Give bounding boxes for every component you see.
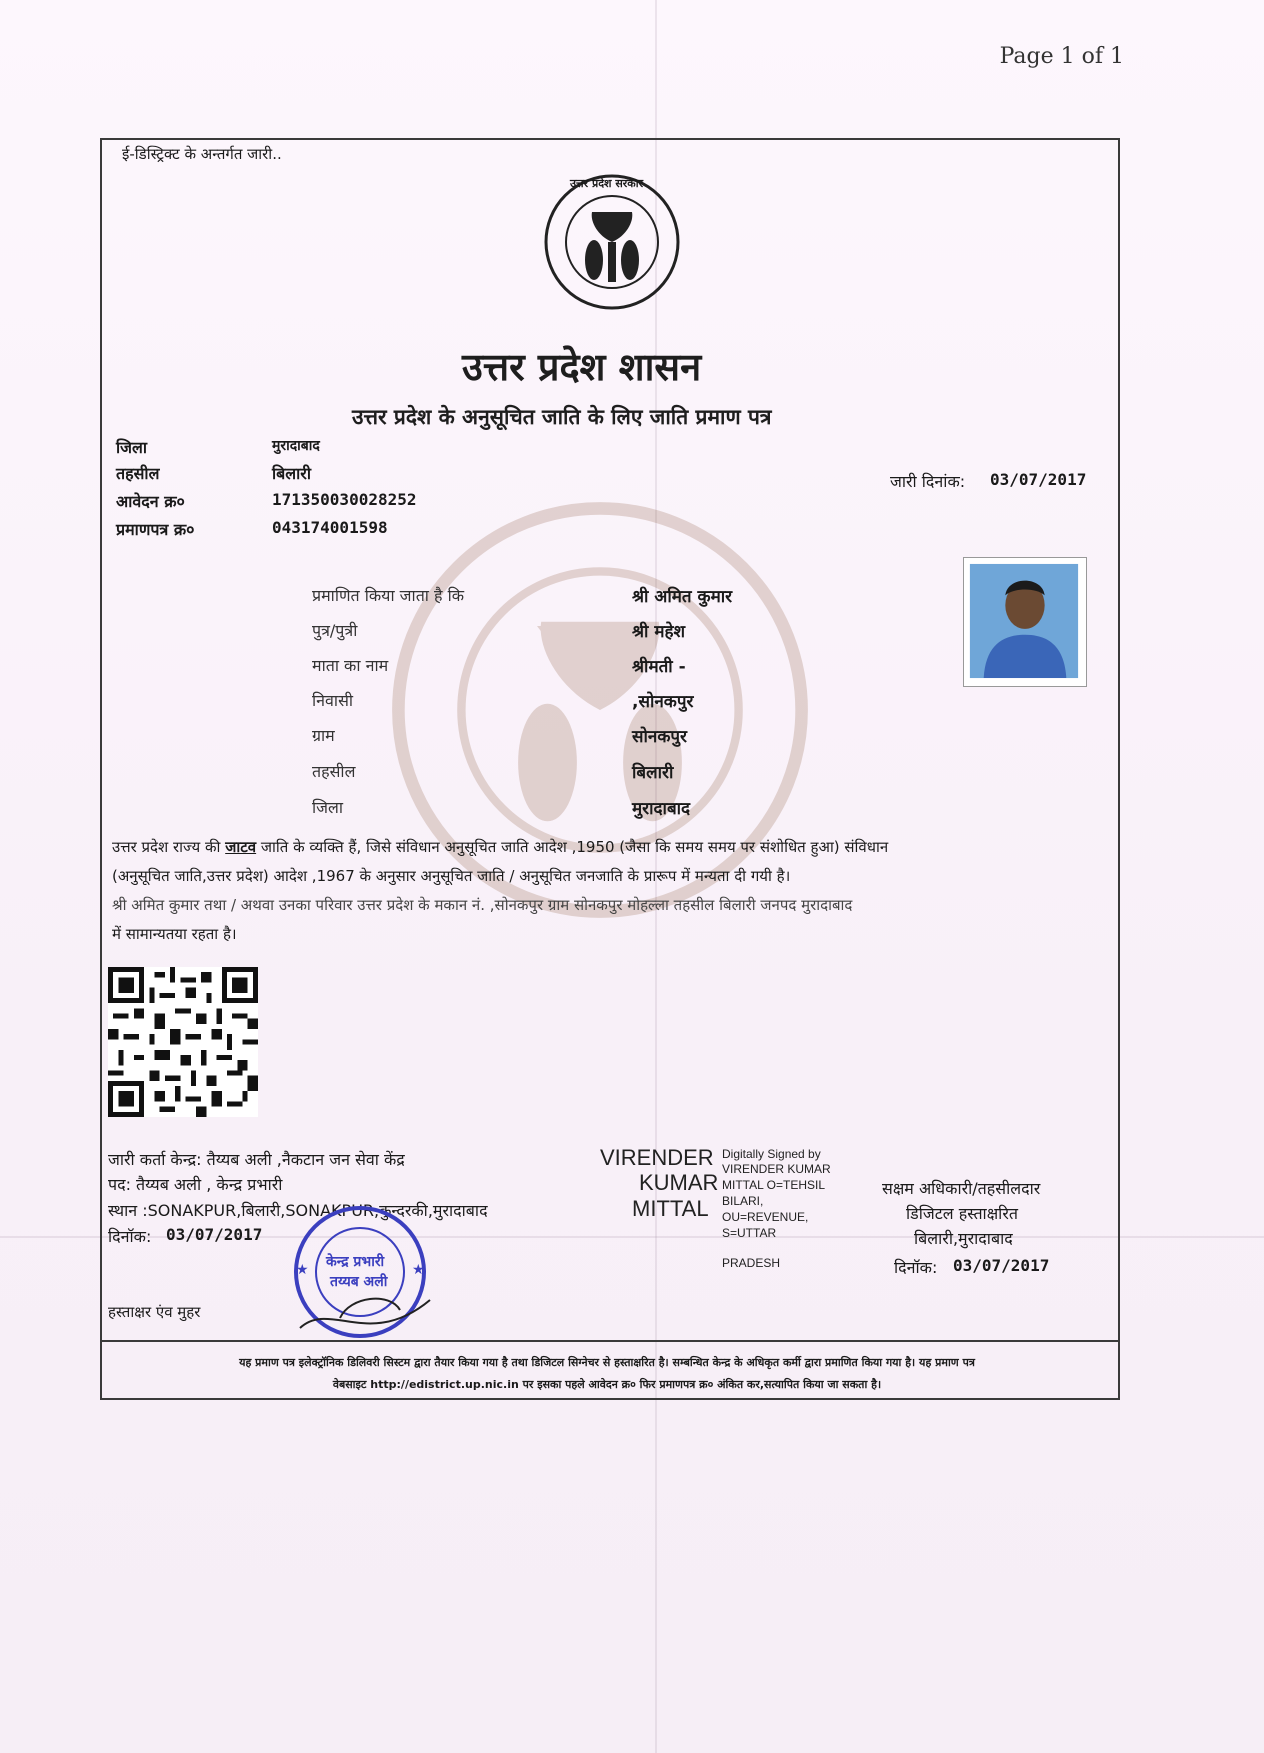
authority-signed-note: डिजिटल हस्ताक्षरित	[906, 1204, 1018, 1223]
issuer-place: स्थान :SONAKPUR,बिलारी,SONAKPUR,कुन्दरकी,मुरादाबाद	[108, 1201, 488, 1220]
body-text: (अनुसूचित जाति,उत्तर प्रदेश) आदेश ,1967 के अनुसार अनुसूचित जाति / अनुसूचित जनजाति के प्रारूप में मन्यता दी गयी है।	[112, 867, 791, 885]
signer-name-line: VIRENDER	[600, 1145, 714, 1170]
application-number-label: आवेदन क्र०	[116, 492, 185, 511]
certificate-number-value: 043174001598	[272, 518, 388, 537]
body-text: उत्तर प्रदेश राज्य की	[112, 838, 226, 856]
issue-date-label: जारी दिनांक:	[890, 472, 966, 491]
detail-value-name: श्री अमित कुमार	[632, 587, 733, 607]
detail-label: तहसील	[312, 762, 356, 781]
detail-value-mother: श्रीमती -	[632, 657, 686, 677]
authority-location: बिलारी,मुरादाबाद	[914, 1229, 1013, 1248]
certificate-number-label: प्रमाणपत्र क्र०	[116, 520, 195, 539]
footer-note: वेबसाइट http://edistrict.up.nic.in पर इसका पहले आवेदन क्र० फिर प्रमाणपत्र क्र० अंकित कर,सत्यापित किया जा सकता है।	[332, 1378, 882, 1391]
detail-label: निवासी	[312, 691, 354, 710]
detail-value-father: श्री महेश	[632, 622, 686, 642]
signature-detail: OU=REVENUE,	[722, 1210, 809, 1224]
body-text: में सामान्यतया रहता है।	[112, 925, 237, 943]
authority-date-value: 03/07/2017	[953, 1256, 1050, 1275]
signature-detail: MITTAL O=TEHSIL	[722, 1178, 826, 1192]
detail-value-village: सोनकपुर	[632, 727, 687, 747]
signature-detail: Digitally Signed by	[722, 1147, 821, 1161]
detail-label: ग्राम	[312, 726, 335, 745]
certificate-body	[112, 833, 1112, 949]
issue-date-value: 03/07/2017	[990, 470, 1087, 489]
detail-label: प्रमाणित किया जाता है कि	[312, 586, 465, 605]
caste-name: जाटव	[225, 838, 257, 856]
verification-qr-code	[108, 967, 258, 1117]
stamp-line: केन्द्र प्रभारी	[326, 1254, 385, 1270]
signature-detail: VIRENDER KUMAR	[722, 1162, 831, 1176]
svg-text:★: ★	[412, 1262, 425, 1278]
authority-date-label: दिनॉक:	[894, 1258, 938, 1277]
tehsil-label: तहसील	[116, 464, 160, 483]
stamp-line: तय्यब अली	[330, 1274, 388, 1290]
body-text: श्री अमित कुमार तथा / अथवा उनका परिवार उत्तर प्रदेश के मकान नं. ,सोनकपुर ग्राम सोनकपुर मोहल्ला तहसील बिलारी जनपद मुरादाबाद	[112, 896, 853, 914]
page-number: Page 1 of 1	[999, 44, 1124, 69]
issuing-center: जारी कर्ता केन्द्र: तैय्यब अली ,नैकटान जन सेवा केंद्र	[108, 1150, 405, 1169]
signature-detail: PRADESH	[722, 1256, 781, 1270]
issuer-post: पद: तैय्यब अली , केन्द्र प्रभारी	[108, 1175, 283, 1194]
detail-label: जिला	[312, 798, 344, 817]
certificate-subtitle: उत्तर प्रदेश के अनुसूचित जाति के लिए जाति प्रमाण पत्र	[352, 404, 772, 429]
issuer-date-label: दिनॉक:	[108, 1227, 152, 1246]
application-number-value: 171350030028252	[272, 490, 417, 509]
authority-designation: सक्षम अधिकारी/तहसीलदार	[882, 1179, 1041, 1198]
detail-value-district: मुरादाबाद	[632, 799, 691, 819]
issuer-date-value: 03/07/2017	[166, 1225, 263, 1244]
district-value: मुरादाबाद	[272, 438, 320, 454]
detail-label: पुत्र/पुत्री	[312, 621, 358, 640]
issued-under-text: ई-डिस्ट्रिक्ट के अन्तर्गत जारी..	[122, 145, 282, 163]
detail-value-tehsil: बिलारी	[632, 763, 674, 783]
signature-seal-label: हस्ताक्षर एंव मुहर	[108, 1303, 201, 1321]
tehsil-value: बिलारी	[272, 464, 311, 483]
detail-label: माता का नाम	[312, 656, 389, 675]
svg-text:★: ★	[296, 1262, 309, 1278]
signature-detail: BILARI,	[722, 1194, 764, 1208]
signature-detail: S=UTTAR	[722, 1226, 777, 1240]
applicant-photo	[963, 557, 1087, 687]
detail-value-resident: ,सोनकपुर	[632, 692, 694, 712]
district-label: जिला	[116, 438, 148, 457]
signer-name-line: MITTAL	[632, 1196, 709, 1221]
emblem-label: उत्तर प्रदेश सरकार	[570, 177, 644, 190]
body-text: जाति के व्यक्ति हैं, जिसे संविधान अनुसूचित जाति आदेश ,1950 (जैसा कि समय समय पर संशोधित हुआ) संविधान	[256, 838, 889, 856]
certificate-title: उत्तर प्रदेश शासन	[462, 344, 702, 389]
footer-divider	[100, 1340, 1118, 1342]
up-government-emblem	[542, 172, 682, 312]
signer-name-line: KUMAR	[639, 1170, 719, 1195]
footer-note: यह प्रमाण पत्र इलेक्ट्रॉनिक डिलिवरी सिस्टम द्वारा तैयार किया गया है तथा डिजिटल सिग्नेचर से हस्ताक्षरित है। सम्बन्धित केन्द्र के अधिकृत कर्मी द्वारा प्रमाणित किया गया है। यह प्रमाण पत्र	[239, 1356, 975, 1369]
person-photo-icon	[964, 558, 1084, 684]
